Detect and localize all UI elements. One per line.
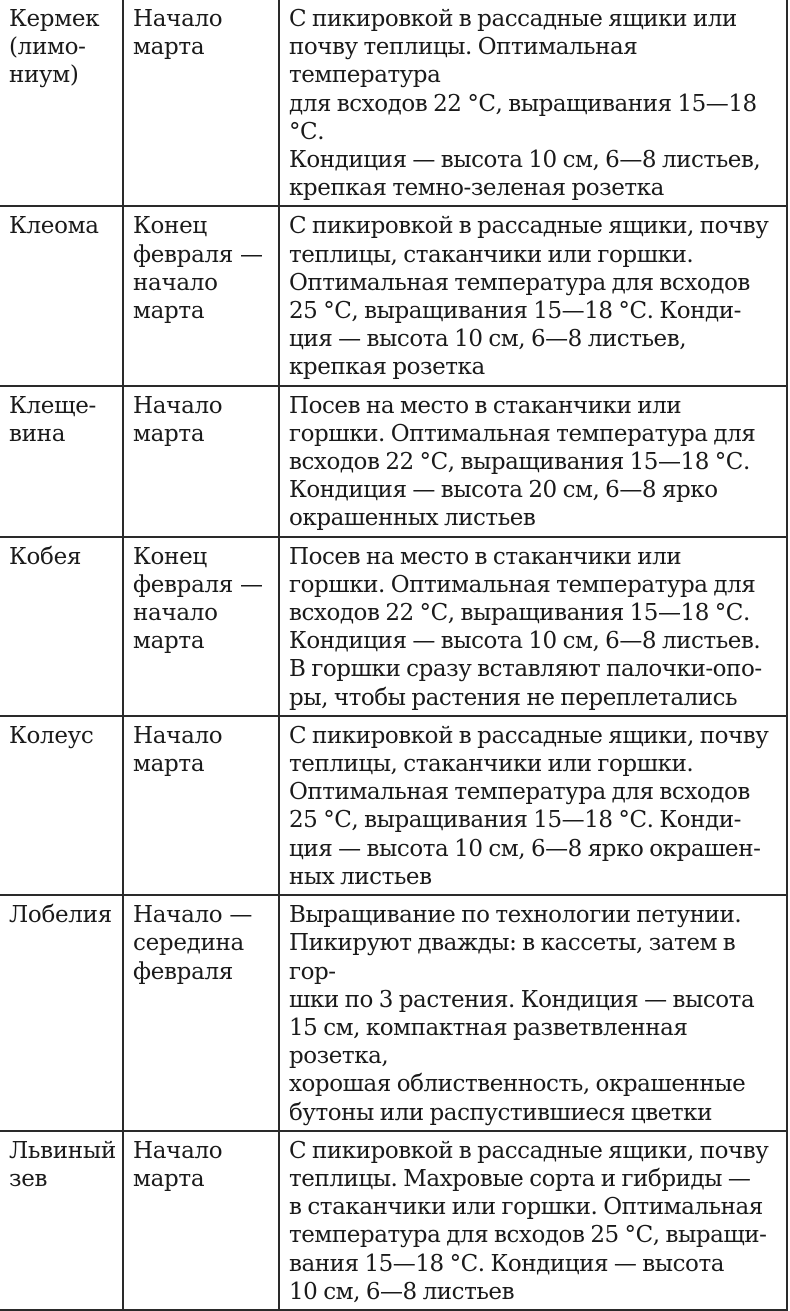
description-cell: С пикировкой в рассадные ящики или почву теплицы. Оптимальная температура для всходов 22 °С, выращивания 15—18 °С. Кондиция — высота 10 см, 6—8 листьев, крепкая темно-зеленая розетка: [279, 0, 787, 206]
table-row: [0, 206, 787, 385]
sowing-time-cell: Начало марта: [123, 386, 279, 537]
sowing-time-cell: Начало марта: [123, 1131, 279, 1310]
table-row: [0, 1131, 787, 1310]
table-row: [0, 386, 787, 537]
plant-name-cell: Лобелия: [0, 895, 123, 1131]
table-row: [0, 895, 787, 1131]
plant-name-cell: Клеще- вина: [0, 386, 123, 537]
sowing-time-cell: Конец февраля — начало марта: [123, 206, 279, 385]
table-row: [0, 537, 787, 716]
plant-name-cell: Кермек (лимо- ниум): [0, 0, 123, 206]
plant-name-cell: Львиный зев: [0, 1131, 123, 1310]
sowing-time-cell: Начало марта: [123, 716, 279, 895]
sowing-time-cell: Начало марта: [123, 0, 279, 206]
plant-name-cell: Кобея: [0, 537, 123, 716]
sowing-time-cell: Конец февраля — начало марта: [123, 537, 279, 716]
table-row: [0, 716, 787, 895]
description-cell: Выращивание по технологии петунии. Пикируют дважды: в кассеты, затем в гор- шки по 3 растения. Кондиция — высота 15 см, компактная разветвленная розетка, хорошая облиственность, окрашенные бутоны или распустившиеся цветки: [279, 895, 787, 1131]
description-cell: Посев на место в стаканчики или горшки. Оптимальная температура для всходов 22 °С, выращивания 15—18 °С. Кондиция — высота 20 см, 6—8 ярко окрашенных листьев: [279, 386, 787, 537]
plant-name-cell: Колеус: [0, 716, 123, 895]
sowing-time-cell: Начало — середина февраля: [123, 895, 279, 1131]
table-row: [0, 0, 787, 206]
description-cell: С пикировкой в рассадные ящики, почву теплицы, стаканчики или горшки. Оптимальная температура для всходов 25 °С, выращивания 15—18 °С. Конди- ция — высота 10 см, 6—8 листьев, крепкая розетка: [279, 206, 787, 385]
plant-name-cell: Клеома: [0, 206, 123, 385]
description-cell: Посев на место в стаканчики или горшки. Оптимальная температура для всходов 22 °С, выращивания 15—18 °С. Кондиция — высота 10 см, 6—8 листьев. В горшки сразу вставляют палочки-опо- ры, чтобы растения не переплетались: [279, 537, 787, 716]
description-cell: С пикировкой в рассадные ящики, почву теплицы. Махровые сорта и гибриды — в стаканчики или горшки. Оптимальная температура для всходов 25 °С, выращи- вания 15—18 °С. Кондиция — высота 10 см, 6—8 листьев: [279, 1131, 787, 1310]
description-cell: С пикировкой в рассадные ящики, почву теплицы, стаканчики или горшки. Оптимальная температура для всходов 25 °С, выращивания 15—18 °С. Конди- ция — высота 10 см, 6—8 ярко окрашен- ных листьев: [279, 716, 787, 895]
